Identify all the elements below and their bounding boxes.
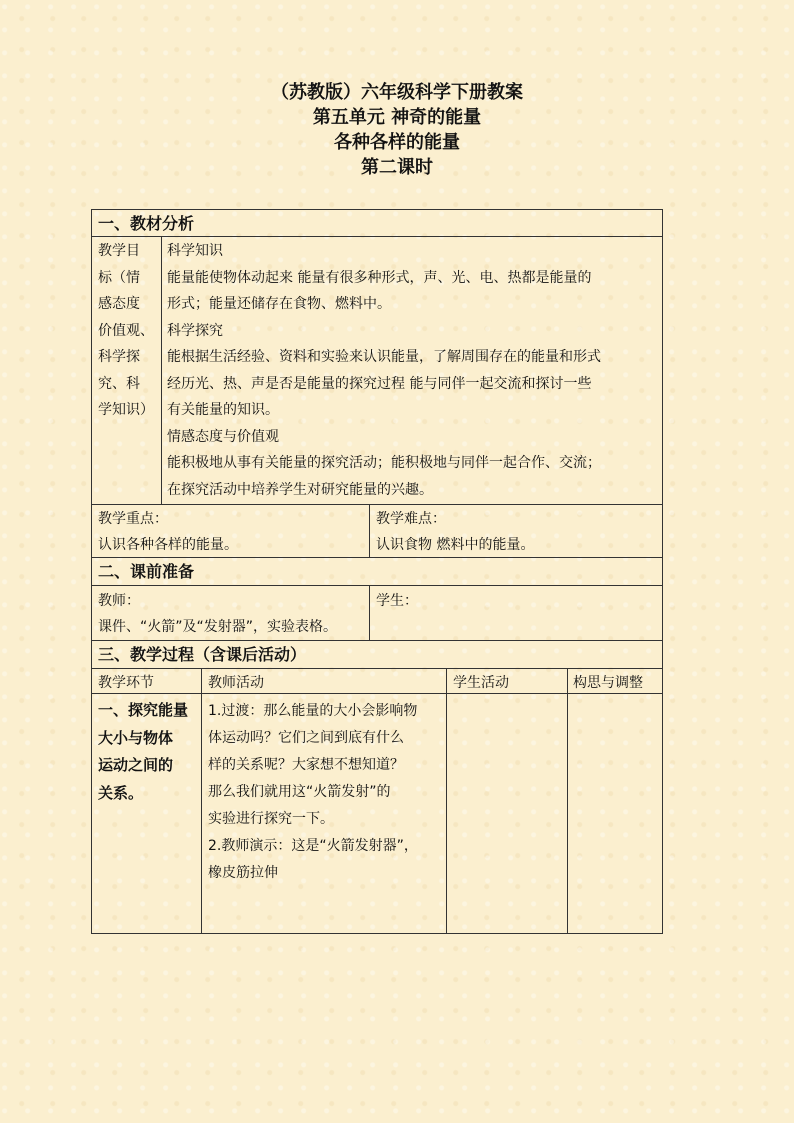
objective-line: 形式；能量还储存在食物、燃料中。 [167, 296, 391, 312]
rule [161, 236, 162, 504]
key-point-label: 教学重点： [98, 511, 168, 527]
stage-line: 关系。 [98, 783, 144, 802]
column-header-reflection: 构思与调整 [573, 675, 643, 691]
objectives-label-line: 标（情 [98, 269, 140, 286]
objective-line: 情感态度与价值观 [167, 428, 279, 445]
teacher-activity-line: 1.过渡：那么能量的大小会影响物 [208, 703, 418, 719]
lesson-plan-table [91, 209, 663, 934]
column-header-stage: 教学环节 [98, 675, 154, 691]
objective-line: 经历光、热、声是否是能量的探究过程 能与同伴一起交流和探讨一些 [167, 375, 592, 392]
column-header-teacher-activity: 教师活动 [208, 675, 264, 691]
rule [92, 585, 662, 586]
section-heading-preparation: 二、课前准备 [98, 562, 195, 581]
key-point: 认识各种各样的能量。 [98, 537, 238, 553]
section-heading-process: 三、教学过程（含课后活动） [98, 645, 307, 664]
teacher-activity-line: 2.教师演示：这是“火箭发射器”， [208, 838, 418, 854]
rule [201, 668, 202, 933]
document-title-block [0, 80, 794, 180]
column-header-student-activity: 学生活动 [453, 675, 509, 691]
teacher-activity-line: 体运动吗？它们之间到底有什么 [208, 730, 404, 746]
objectives-label-line: 究、科 [98, 375, 140, 392]
rule [369, 585, 370, 640]
rule [92, 236, 662, 237]
stage-line: 运动之间的 [98, 756, 174, 774]
teacher-activity-cell [208, 698, 418, 887]
lesson-title: 各种各样的能量 [334, 132, 460, 153]
rule [567, 668, 568, 933]
teacher-activity-line: 橡皮筋拉伸 [208, 865, 278, 881]
rule [446, 668, 447, 933]
difficulty-label: 教学难点： [376, 511, 446, 527]
objectives-label-line: 感态度 [98, 296, 140, 312]
objectives-label-line: 教学目 [98, 243, 140, 259]
objective-line: 有关能量的知识。 [167, 402, 279, 418]
objectives-content [167, 238, 601, 503]
objective-line: 能根据生活经验、资料和实验来认识能量，了解周围存在的能量和形式 [167, 349, 601, 365]
rule [92, 504, 662, 505]
objective-line: 在探究活动中培养学生对研究能量的兴趣。 [167, 481, 433, 498]
document-title: （苏教版）六年级科学下册教案 [271, 82, 523, 103]
rule [92, 668, 662, 669]
objectives-label-line: 科学探 [98, 349, 140, 365]
objective-line: 能量能使物体动起来 能量有很多种形式，声、光、电、热都是能量的 [167, 269, 592, 286]
objective-line: 能积极地从事有关能量的探究活动；能积极地与同伴一起合作、交流； [167, 455, 601, 471]
period-title: 第二课时 [361, 157, 433, 178]
rule [92, 640, 662, 641]
student-label: 学生： [376, 593, 418, 609]
objectives-label-line: 学知识） [98, 402, 154, 418]
teacher-activity-line: 样的关系呢？大家想不想知道？ [208, 757, 404, 773]
objective-line: 科学知识 [167, 243, 223, 259]
rule [369, 504, 370, 557]
section-heading-analysis: 一、教材分析 [98, 214, 195, 233]
difficulty: 认识食物 燃料中的能量。 [376, 537, 535, 553]
objective-line: 科学探究 [167, 322, 223, 339]
teacher-activity-line: 那么我们就用这“火箭发射”的 [208, 784, 391, 800]
stage-line: 大小与物体 [98, 728, 174, 747]
objectives-label [98, 238, 154, 424]
teacher-label: 教师： [98, 593, 140, 609]
teacher-activity-line: 实验进行探究一下。 [208, 811, 334, 827]
stage-cell [98, 697, 188, 807]
teacher-materials: 课件、“火箭”及“发射器”，实验表格。 [98, 619, 338, 635]
stage-line: 一、探究能量 [98, 701, 189, 719]
unit-title: 第五单元 神奇的能量 [312, 107, 482, 128]
objectives-label-line: 价值观、 [98, 322, 154, 339]
